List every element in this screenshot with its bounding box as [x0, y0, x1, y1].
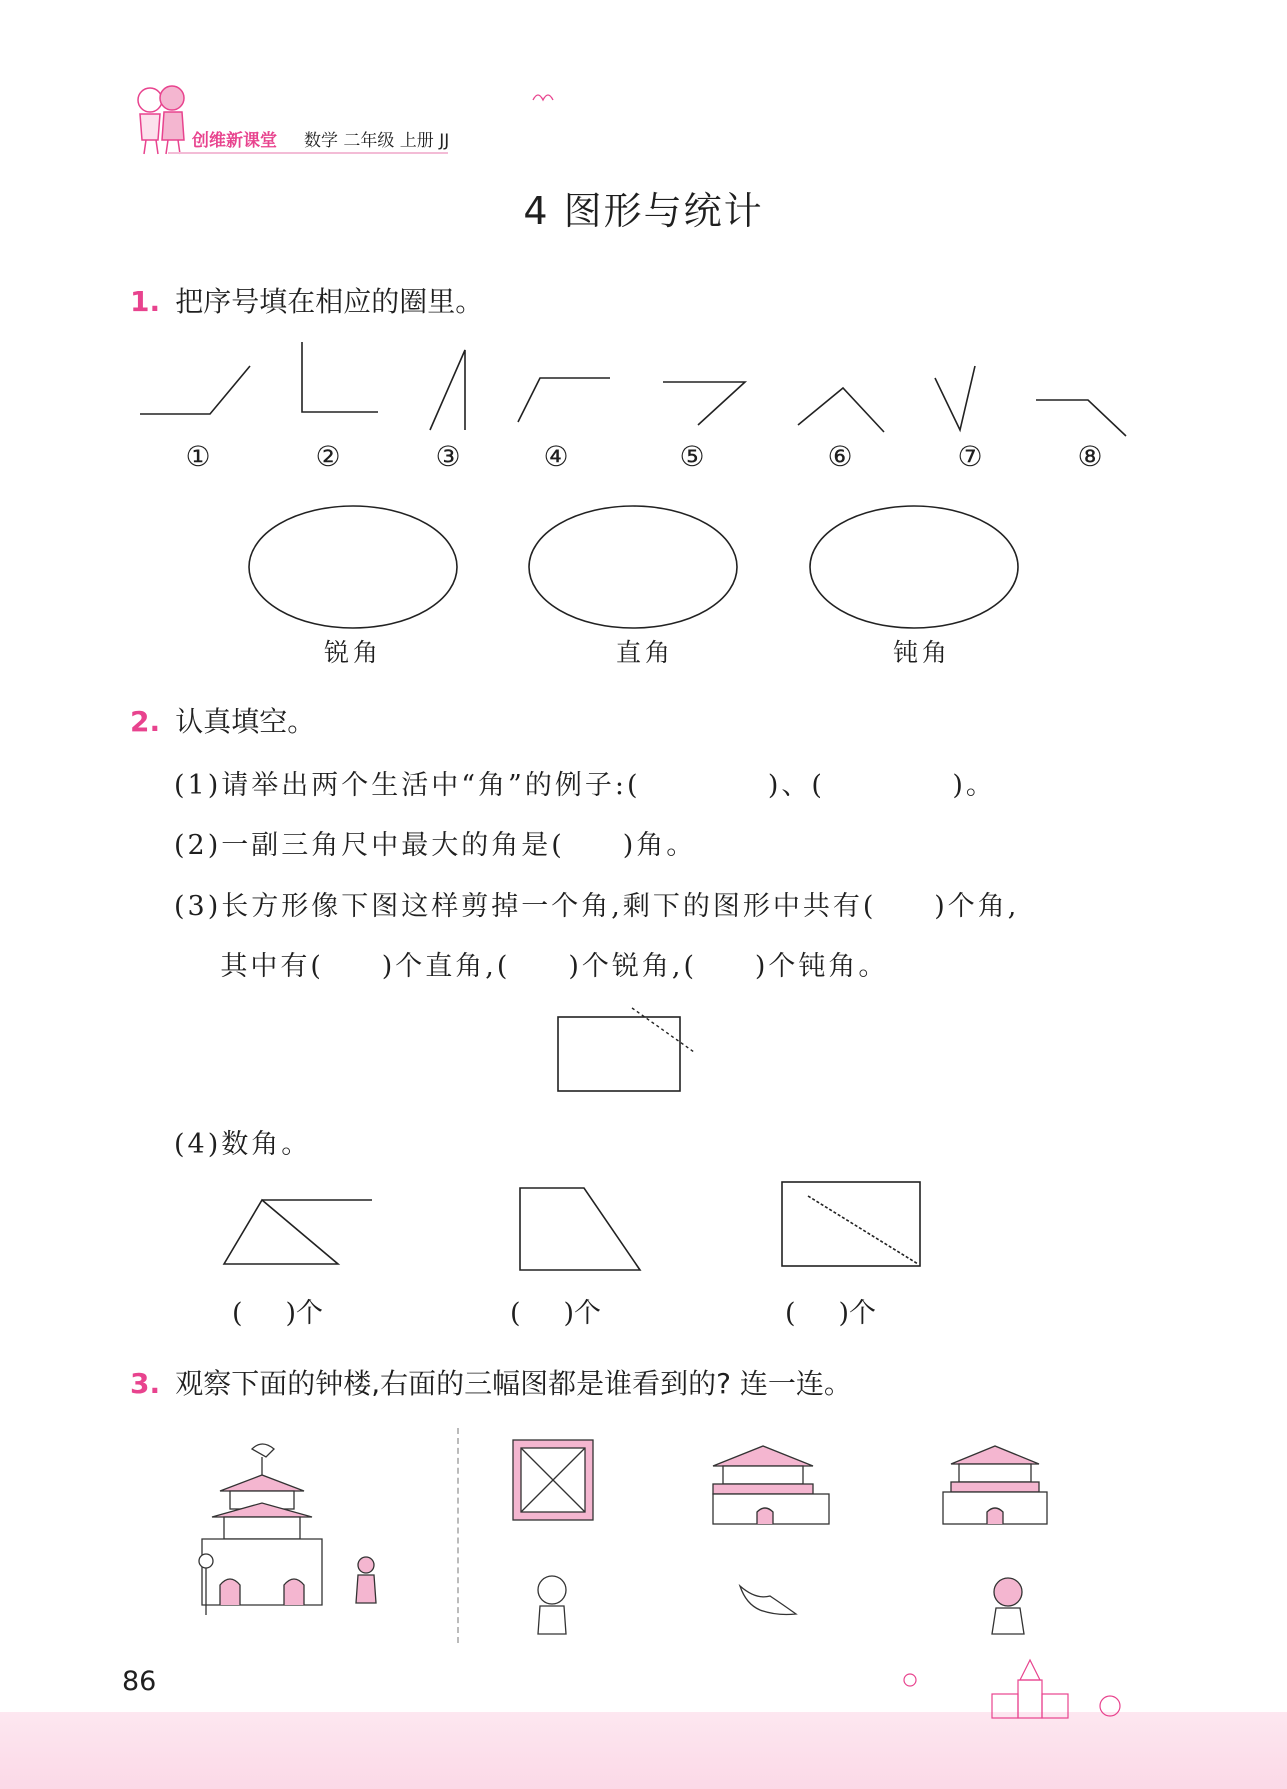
- view-front-stairs: [713, 1446, 829, 1524]
- count-blank-2: ( )个: [510, 1298, 601, 1329]
- kids-illustration: [128, 78, 192, 158]
- question-number: 2.: [130, 705, 161, 738]
- brand-name: 创维新课堂: [192, 131, 277, 151]
- cut-rectangle-figure: [540, 1000, 710, 1100]
- angle-label-6: ⑥: [827, 440, 853, 473]
- question-text: 把序号填在相应的圈里。: [175, 285, 484, 318]
- label-obtuse: 钝角: [892, 638, 951, 667]
- book-subject: 数学 二年级 上册 JJ: [304, 131, 450, 151]
- angle-label-1: ①: [185, 440, 211, 473]
- angle-label-5: ⑤: [679, 440, 705, 473]
- ellipse-acute: [249, 506, 457, 628]
- question-text: 观察下面的钟楼,右面的三幅图都是谁看到的? 连一连。: [175, 1367, 852, 1400]
- label-acute: 锐角: [323, 638, 382, 667]
- answer-ellipses: [0, 500, 1287, 635]
- count-blank-1: ( )个: [232, 1298, 323, 1329]
- angle-5: [663, 382, 745, 425]
- castle-decoration-icon: [880, 1650, 1180, 1720]
- page-title: 4 图形与统计: [523, 189, 764, 233]
- page-number: 86: [122, 1666, 157, 1697]
- angle-8: [1036, 400, 1126, 436]
- question-number: 1.: [130, 285, 161, 318]
- figure-rectangle: [782, 1182, 920, 1266]
- count-angle-figures: [200, 1170, 960, 1280]
- angle-label-7: ⑦: [957, 440, 983, 473]
- angle-figures: [0, 330, 1287, 440]
- question-1-heading: [130, 280, 483, 320]
- angle-label-2: ②: [315, 440, 341, 473]
- label-right: 直角: [615, 638, 674, 667]
- figure-triangle: [224, 1200, 338, 1264]
- angle-4: [518, 378, 610, 422]
- ellipse-right: [529, 506, 737, 628]
- flower-decoration-icon: [528, 88, 558, 108]
- angle-7: [935, 366, 975, 430]
- angle-1: [140, 366, 250, 414]
- fill-item-3-cont: 其中有( )个直角,( )个锐角,( )个钝角。: [174, 951, 889, 982]
- bell-tower-illustration: [190, 1435, 390, 1625]
- count-blank-3: ( )个: [785, 1298, 876, 1329]
- ellipse-obtuse: [810, 506, 1018, 628]
- dashed-divider: [457, 1428, 459, 1643]
- angle-label-3: ③: [435, 440, 461, 473]
- angle-label-4: ④: [543, 440, 569, 473]
- angle-2: [302, 342, 378, 412]
- view-top: [513, 1440, 593, 1520]
- viewers-row: [520, 1570, 1200, 1640]
- header-rule: [168, 152, 448, 154]
- fill-item-1: (1)请举出两个生活中“角”的例子:( )、( )。: [174, 770, 996, 801]
- question-text: 认真填空。: [175, 705, 316, 738]
- angle-6: [798, 388, 884, 432]
- tower-views: [505, 1432, 1195, 1532]
- fill-item-3: (3)长方形像下图这样剪掉一个角,剩下的图形中共有( )个角,: [174, 891, 1020, 922]
- fill-item-2: (2)一副三角尺中最大的角是( )角。: [174, 830, 697, 861]
- footer-band: [0, 1712, 1287, 1789]
- fill-item-4: (4)数角。: [174, 1129, 312, 1160]
- question-2-heading: [130, 700, 315, 740]
- figure-trapezoid: [520, 1188, 640, 1270]
- question-3-heading: [130, 1362, 852, 1402]
- view-side: [943, 1446, 1047, 1524]
- question-number: 3.: [130, 1367, 161, 1400]
- angle-label-8: ⑧: [1077, 440, 1103, 473]
- angle-3: [430, 350, 465, 430]
- bird-viewer-icon: [740, 1586, 796, 1615]
- girl-viewer-icon: [992, 1578, 1024, 1634]
- boy-viewer-icon: [538, 1576, 566, 1634]
- page-header: [128, 78, 528, 158]
